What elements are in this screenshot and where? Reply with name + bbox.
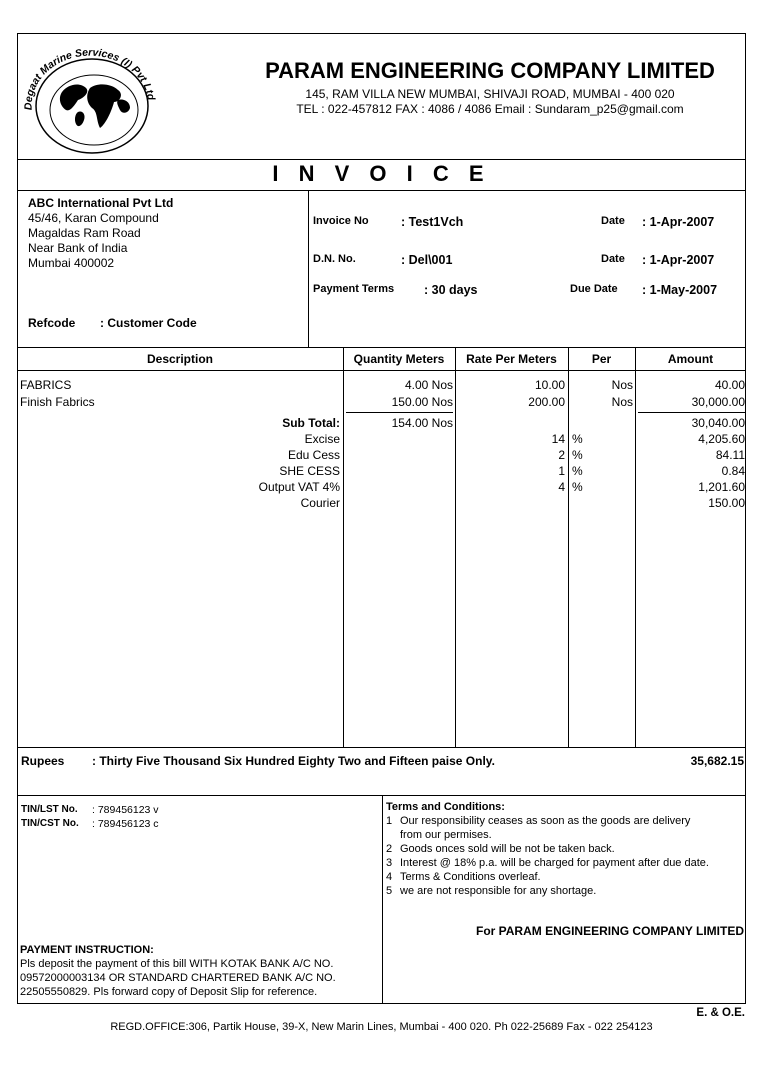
terms-item bbox=[386, 828, 744, 842]
terms-and-conditions bbox=[386, 800, 744, 898]
invoice-no-value: : Test1Vch bbox=[401, 215, 464, 229]
payment-instruction-line: Pls deposit the payment of this bill WITH KOTAK BANK A/C NO. bbox=[20, 958, 334, 970]
tax-rate: 1 bbox=[558, 464, 565, 478]
column-header-rate: Rate Per Meters bbox=[466, 352, 557, 366]
column-header-description: Description bbox=[146, 352, 213, 366]
item-quantity: 4.00 Nos bbox=[404, 378, 453, 392]
invoice-title: I N V O I C E bbox=[272, 161, 491, 186]
terms-item-text: Our responsibility ceases as soon as the goods are delivery bbox=[400, 815, 691, 827]
customer-block bbox=[28, 196, 173, 271]
subtotal-rule bbox=[638, 412, 745, 413]
subtotal-amount: 30,040.00 bbox=[691, 416, 745, 430]
date-label: Date bbox=[601, 253, 625, 265]
terms-item bbox=[386, 856, 744, 870]
item-description: FABRICS bbox=[20, 378, 72, 392]
customer-address-line: Magaldas Ram Road bbox=[28, 226, 141, 240]
subtotal-rule bbox=[346, 412, 453, 413]
terms-item-text: Goods onces sold will be not be taken back. bbox=[400, 843, 615, 855]
date-label: Date bbox=[601, 215, 625, 227]
company-name: PARAM ENGINEERING COMPANY LIMITED bbox=[265, 58, 715, 83]
tax-label: Edu Cess bbox=[287, 448, 340, 462]
column-divider bbox=[455, 347, 456, 747]
dn-date-value: : 1-Apr-2007 bbox=[642, 253, 715, 267]
globe-logo-icon bbox=[20, 40, 165, 158]
payment-terms-label: Payment Terms bbox=[313, 283, 395, 295]
amount-in-words: : Thirty Five Thousand Six Hundred Eighty Two and Fifteen paise Only. bbox=[92, 754, 495, 768]
item-description: Finish Fabrics bbox=[20, 395, 95, 409]
due-date-value: : 1-May-2007 bbox=[642, 283, 718, 297]
tax-label: Output VAT 4% bbox=[258, 480, 340, 494]
customer-address-line: 45/46, Karan Compound bbox=[28, 211, 159, 225]
tax-rate: 2 bbox=[558, 448, 565, 462]
payment-instruction bbox=[20, 943, 336, 999]
item-quantity: 150.00 Nos bbox=[391, 395, 453, 409]
terms-item-number: 5 bbox=[386, 885, 393, 897]
payment-terms-value: : 30 days bbox=[424, 283, 478, 297]
divider bbox=[17, 747, 746, 748]
column-divider bbox=[635, 347, 636, 747]
tin-cst-value: : 789456123 c bbox=[92, 818, 159, 830]
eoe-note: E. & O.E. bbox=[696, 1007, 745, 1019]
divider bbox=[17, 347, 746, 348]
divider bbox=[17, 159, 746, 160]
customer-name: ABC International Pvt Ltd bbox=[28, 196, 174, 210]
tax-amount: 0.84 bbox=[721, 464, 745, 478]
regd-office-address: REGD.OFFICE:306, Partik House, 39-X, New Marin Lines, Mumbai - 400 020. Ph 022-25689 Fax - 022 254123 bbox=[110, 1021, 653, 1033]
dn-no-value: : Del\001 bbox=[401, 253, 453, 267]
tax-amount: 4,205.60 bbox=[698, 432, 745, 446]
refcode-label: Refcode bbox=[28, 316, 76, 330]
tax-label: Excise bbox=[304, 432, 340, 446]
tax-percent: % bbox=[572, 464, 583, 478]
tax-label: SHE CESS bbox=[279, 464, 340, 478]
payment-instruction-line: 22505550829. Pls forward copy of Deposit Slip for reference. bbox=[20, 986, 318, 998]
tax-percent: % bbox=[572, 480, 583, 494]
tin-cst-label: TIN/CST No. bbox=[21, 818, 79, 829]
tin-lst-value: : 789456123 v bbox=[92, 804, 159, 816]
item-amount: 30,000.00 bbox=[691, 395, 745, 409]
column-header-quantity: Quantity Meters bbox=[353, 352, 445, 366]
tax-amount: 84.11 bbox=[715, 448, 745, 462]
item-per: Nos bbox=[611, 395, 633, 409]
refcode-value: : Customer Code bbox=[100, 316, 197, 330]
tax-percent: % bbox=[572, 432, 583, 446]
tax-rate: 14 bbox=[551, 432, 565, 446]
customer-address-line: Near Bank of India bbox=[28, 241, 128, 255]
tin-lst-label: TIN/LST No. bbox=[21, 804, 78, 815]
terms-item bbox=[386, 870, 744, 884]
company-contact: TEL : 022-457812 FAX : 4086 / 4086 Email : Sundaram_p25@gmail.com bbox=[296, 102, 684, 116]
terms-item-number bbox=[386, 828, 400, 842]
rupees-label: Rupees bbox=[21, 754, 65, 768]
column-divider bbox=[568, 347, 569, 747]
logo-text: Degaat Marine Services (I) Pvt Ltd bbox=[22, 46, 158, 111]
terms-item bbox=[386, 842, 744, 856]
terms-title: Terms and Conditions: bbox=[386, 801, 505, 813]
terms-item bbox=[386, 814, 744, 828]
customer-address-line: Mumbai 400002 bbox=[28, 256, 115, 270]
column-header-per: Per bbox=[591, 352, 612, 366]
tax-amount: 150.00 bbox=[708, 496, 745, 510]
terms-item-text: Terms & Conditions overleaf. bbox=[400, 871, 541, 883]
divider bbox=[17, 370, 746, 371]
divider bbox=[382, 795, 383, 1003]
for-company-signature: For PARAM ENGINEERING COMPANY LIMITED bbox=[475, 924, 744, 938]
terms-item-number: 2 bbox=[386, 843, 393, 855]
payment-instruction-title: PAYMENT INSTRUCTION: bbox=[20, 944, 154, 956]
terms-item-number: 4 bbox=[386, 871, 393, 883]
payment-instruction-line: 09572000003134 OR STANDARD CHARTERED BANK A/C NO. bbox=[20, 972, 336, 984]
invoice-no-label: Invoice No bbox=[313, 215, 369, 227]
tax-amount: 1,201.60 bbox=[698, 480, 745, 494]
column-divider bbox=[343, 347, 344, 747]
company-address: 145, RAM VILLA NEW MUMBAI, SHIVAJI ROAD, MUMBAI - 400 020 bbox=[305, 87, 675, 101]
terms-item-number: 1 bbox=[386, 815, 393, 827]
tax-percent: % bbox=[572, 448, 583, 462]
terms-item bbox=[386, 884, 744, 898]
item-per: Nos bbox=[611, 378, 633, 392]
column-header-amount: Amount bbox=[667, 352, 714, 366]
item-amount: 40.00 bbox=[714, 378, 745, 392]
tax-label: Courier bbox=[300, 496, 340, 510]
divider bbox=[308, 190, 309, 347]
item-rate: 200.00 bbox=[528, 395, 565, 409]
terms-item-text: we are not responsible for any shortage. bbox=[400, 885, 597, 897]
grand-total: 35,682.15 bbox=[690, 754, 744, 768]
terms-item-number: 3 bbox=[386, 857, 393, 869]
tax-rate: 4 bbox=[558, 480, 565, 494]
divider bbox=[17, 190, 746, 191]
invoice-date-value: : 1-Apr-2007 bbox=[642, 215, 715, 229]
due-date-label: Due Date bbox=[570, 283, 618, 295]
terms-item-text: from our permises. bbox=[400, 829, 492, 841]
subtotal-label: Sub Total: bbox=[282, 416, 340, 430]
item-rate: 10.00 bbox=[534, 378, 565, 392]
dn-no-label: D.N. No. bbox=[313, 253, 356, 265]
subtotal-quantity: 154.00 Nos bbox=[391, 416, 453, 430]
terms-item-text: Interest @ 18% p.a. will be charged for payment after due date. bbox=[400, 857, 709, 869]
